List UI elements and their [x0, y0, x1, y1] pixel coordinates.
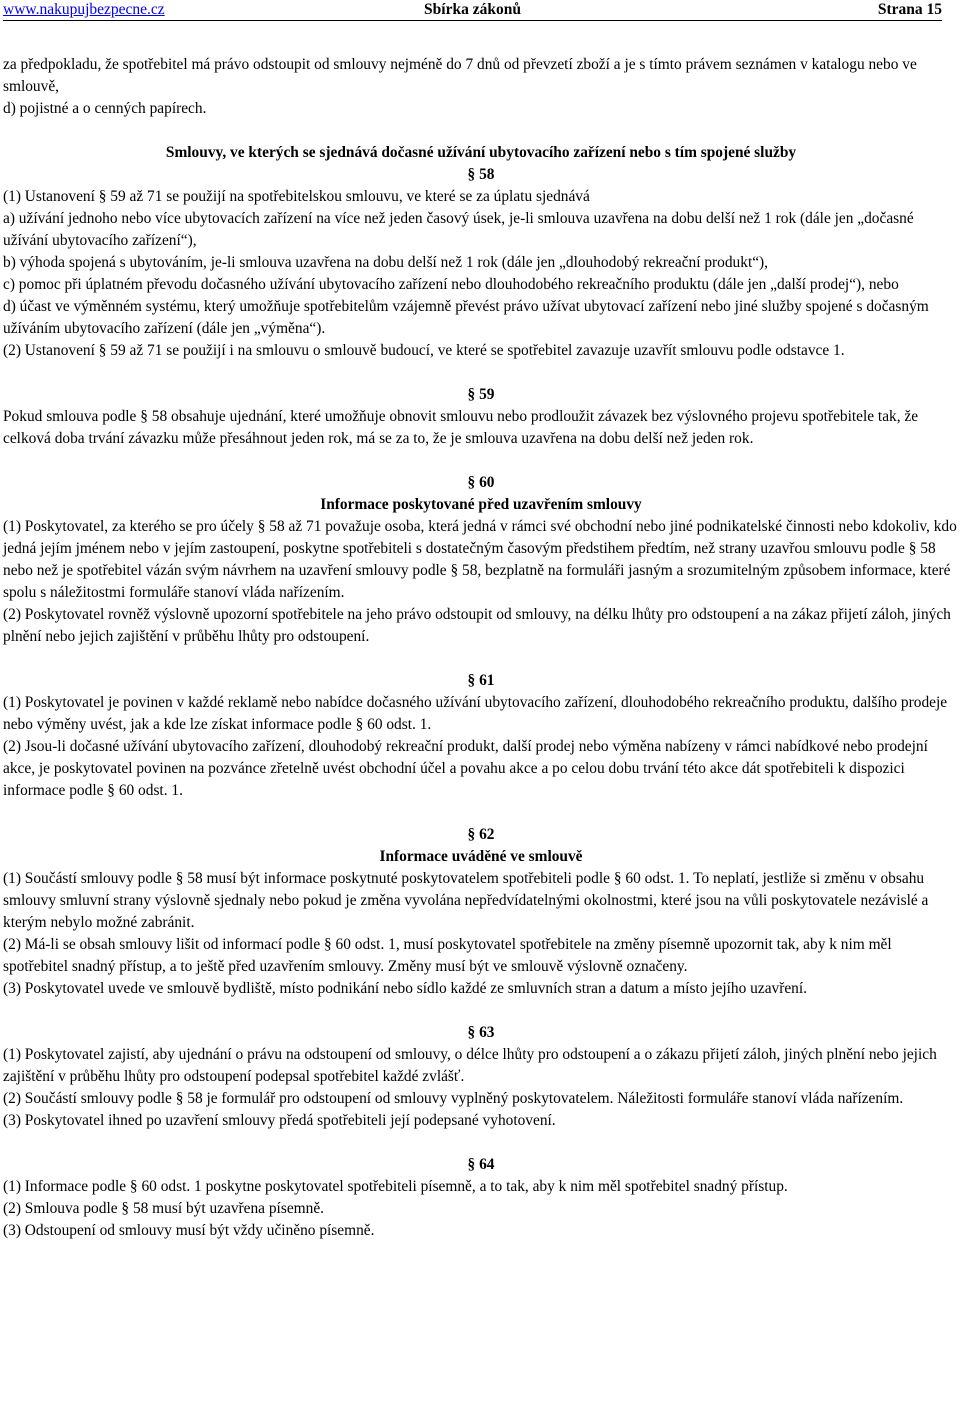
section-62-para-2: (2) Má-li se obsah smlouvy lišit od informací podle § 60 odst. 1, musí poskytovatel spotřebitele na změny písemně upozornit tak, aby k nim měl spotřebitel snadný přístup, a to ještě před uzavřením smlouvy. Změny musí být ve smlouvě výslovně označeny.	[3, 936, 892, 975]
section-58-item-d: d) účast ve výměnném systému, který umožňuje spotřebitelům vzájemně převést právo užívat ubytovací zařízení nebo jiné služby spojené s dočasným užíváním ubytovacího zařízení (dále jen „výměna“).	[3, 298, 929, 337]
section-58-para-2: (2) Ustanovení § 59 až 71 se použijí i na smlouvu o smlouvě budoucí, ve které se spotřebitel zavazuje uzavřít smlouvu podle odstavce 1.	[3, 342, 845, 359]
section-60-para-1: (1) Poskytovatel, za kterého se pro účely § 58 až 71 považuje osoba, která jedná v rámci své obchodní nebo jiné podnikatelské činnosti nebo kdokoliv, kdo jedná jejím jménem nebo v jejím zastoupení, poskytne spotřebiteli s dostatečným časovým předstihem předtím, než strany uzavřou smlouvu podle § 58 nebo než je spotřebitel vázán svým návrhem na uzavření smlouvy podle § 58, bezplatně na formuláři jasným a srozumitelným způsobem informace, které spolu s náležitostmi formuláře stanoví vláda nařízením.	[3, 518, 957, 601]
section-58-heading: § 58	[467, 166, 495, 183]
intro-continuation: za předpokladu, že spotřebitel má právo odstoupit od smlouvy nejméně do 7 dnů od převzetí zboží a je s tímto právem seznámen v katalogu nebo ve smlouvě,	[3, 56, 917, 95]
page-number: Strana 15	[877, 1, 942, 18]
section-63-para-2: (2) Součástí smlouvy podle § 58 je formulář pro odstoupení od smlouvy vyplněný poskytovatelem. Náležitosti formuláře stanoví vláda nařízením.	[3, 1090, 904, 1107]
section-58-item-a: a) užívání jednoho nebo více ubytovacích zařízení na více než jeden časový úsek, je-li smlouva uzavřena na dobu delší než 1 rok (dále jen „dočasné užívání ubytovacího zařízení“),	[3, 210, 914, 249]
section-58-para-1: (1) Ustanovení § 59 až 71 se použijí na spotřebitelskou smlouvu, ve které se za úplatu sjednává	[3, 188, 590, 205]
section-61-para-1: (1) Poskytovatel je povinen v každé reklamě nebo nabídce dočasného užívání ubytovacího zařízení, dlouhodobého rekreačního produktu, dalšího prodeje nebo výměny uvést, jak a kde lze získat informace podle § 60 odst. 1.	[3, 694, 948, 733]
section-63-para-3: (3) Poskytovatel ihned po uzavření smlouvy předá spotřebiteli její podepsané vyhotovení.	[3, 1112, 556, 1129]
intro-item-d: d) pojistné a o cenných papírech.	[3, 100, 207, 117]
section-61-para-2: (2) Jsou-li dočasné užívání ubytovacího zařízení, dlouhodobý rekreační produkt, další prodej nebo výměna nabízeny v rámci nabídkové nebo prodejní akce, je poskytovatel povinen na pozvánce zřetelně uvést obchodní účel a povahu akce a po celou dobu trvání této akce dát spotřebiteli k dispozici informace podle § 60 odst. 1.	[3, 738, 928, 799]
section-59-para-1: Pokud smlouva podle § 58 obsahuje ujednání, které umožňuje obnovit smlouvu nebo prodloužit závazek bez výslovného projevu spotřebitele tak, že celková doba trvání závazku může přesáhnout jeden rok, má se za to, že je smlouva uzavřena na dobu delší než jeden rok.	[3, 408, 919, 447]
section-58-item-b: b) výhoda spojená s ubytováním, je-li smlouva uzavřena na dobu delší než 1 rok (dále jen „dlouhodobý rekreační produkt“),	[3, 254, 769, 271]
section-64-para-1: (1) Informace podle § 60 odst. 1 poskytne poskytovatel spotřebiteli písemně, a to tak, aby k nim měl spotřebitel snadný přístup.	[3, 1178, 788, 1195]
section-60-para-2: (2) Poskytovatel rovněž výslovně upozorní spotřebitele na jeho právo odstoupit od smlouvy, na délku lhůty pro odstoupení a na zákaz přijetí záloh, jiných plnění nebo jejich zajištění v průběhu lhůty pro odstoupení.	[3, 606, 951, 645]
section-59-heading: § 59	[467, 386, 495, 403]
chapter-title: Smlouvy, ve kterých se sjednává dočasné užívání ubytovacího zařízení nebo s tím spojené služby	[165, 144, 797, 161]
section-60-title: Informace poskytované před uzavřením smlouvy	[320, 496, 642, 513]
section-64-heading: § 64	[467, 1156, 495, 1173]
section-62-para-1: (1) Součástí smlouvy podle § 58 musí být informace poskytnuté poskytovatelem spotřebiteli podle § 60 odst. 1. To neplatí, jestliže si změnu v obsahu smlouvy smluvní strany výslovně sjednaly nebo pokud je změna vyvolána nepředvídatelnými okolnostmi, které jsou na vůli poskytovatele nezávislé a kterým nebylo možné zabránit.	[3, 870, 929, 931]
collection-title: Sbírka zákonů	[424, 1, 521, 18]
section-63-para-1: (1) Poskytovatel zajistí, aby ujednání o právu na odstoupení od smlouvy, o délce lhůty pro odstoupení a o zákazu přijetí záloh, jiných plnění nebo jejich zajištění v průběhu lhůty pro odstoupení podepsal spotřebitel každé zvlášť.	[3, 1046, 937, 1085]
section-63-heading: § 63	[467, 1024, 495, 1041]
section-64-para-2: (2) Smlouva podle § 58 musí být uzavřena písemně.	[3, 1200, 325, 1217]
section-61-heading: § 61	[467, 672, 495, 689]
site-link[interactable]: www.nakupujbezpecne.cz	[3, 1, 165, 18]
section-62-para-3: (3) Poskytovatel uvede ve smlouvě bydliště, místo podnikání nebo sídlo každé ze smluvních stran a datum a místo jejího uzavření.	[3, 980, 807, 997]
section-62-title: Informace uváděné ve smlouvě	[379, 848, 583, 865]
header-rule	[3, 20, 942, 21]
document-body	[3, 54, 959, 1242]
section-58-item-c: c) pomoc při úplatném převodu dočasného užívání ubytovacího zařízení nebo dlouhodobého rekreačního produktu (dále jen „další prodej“), nebo	[3, 276, 899, 293]
section-62-heading: § 62	[467, 826, 495, 843]
page-header	[3, 0, 942, 22]
section-64-para-3: (3) Odstoupení od smlouvy musí být vždy učiněno písemně.	[3, 1222, 375, 1239]
section-60-heading: § 60	[467, 474, 495, 491]
